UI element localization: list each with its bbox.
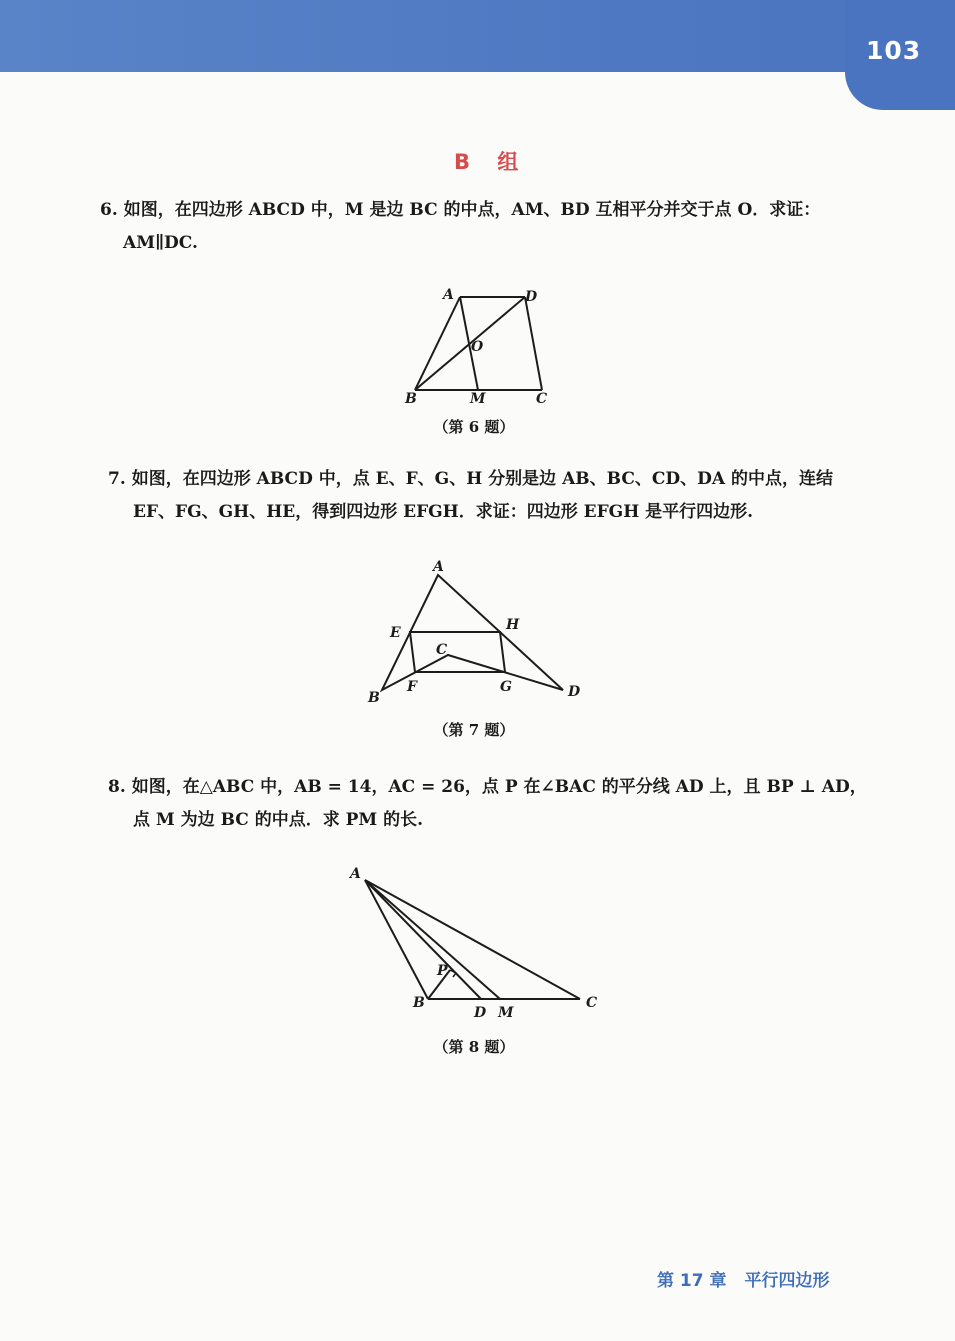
label-C: C [586, 995, 598, 1011]
label-M: M [498, 1005, 514, 1021]
problem-text-line: AM∥DC. [123, 233, 198, 253]
segment-DC [525, 297, 542, 390]
label-P: P [437, 963, 448, 979]
label-A: A [350, 866, 361, 882]
label-B: B [413, 995, 425, 1011]
problem-number: 7. [108, 469, 126, 489]
page-number: 103 [866, 36, 922, 65]
problem-text-line: 如图，在△ABC 中，AB = 14，AC = 26，点 P 在∠BAC 的平分线 AD 上，且 BP ⊥ AD， [131, 777, 867, 797]
header-band [0, 0, 955, 72]
label-A: A [443, 287, 454, 303]
problem-6 [100, 194, 820, 260]
problem-text-line: 如图，在四边形 ABCD 中，点 E、F、G、H 分别是边 AB、BC、CD、DA 的中点，连结 [131, 469, 833, 489]
problem-text-line: 点 M 为边 BC 的中点．求 PM 的长. [133, 810, 424, 830]
figure-7 [360, 555, 590, 710]
label-C: C [536, 391, 548, 407]
quadrilateral-EFGH [410, 632, 505, 672]
figure-7-caption: （第 7 题） [433, 721, 515, 739]
label-G: G [500, 679, 512, 695]
problem-text-line: 如图，在四边形 ABCD 中，M 是边 BC 的中点，AM、BD 互相平分并交于点 O．求证： [123, 200, 821, 220]
label-C: C [436, 642, 448, 658]
label-E: E [390, 625, 401, 641]
problem-7 [108, 463, 833, 529]
problem-8 [108, 771, 867, 837]
segment-AD [365, 880, 481, 999]
label-H: H [506, 617, 520, 633]
problem-text-line: EF、FG、GH、HE，得到四边形 EFGH．求证：四边形 EFGH 是平行四边形. [133, 502, 754, 522]
problem-number: 6. [100, 200, 118, 220]
figure-8-caption: （第 8 题） [433, 1038, 515, 1056]
problem-number: 8. [108, 777, 126, 797]
label-A: A [433, 559, 444, 575]
label-B: B [405, 391, 417, 407]
chapter-footer [657, 1266, 848, 1291]
chapter-number: 第 17 章 [657, 1271, 727, 1291]
segment-BD [415, 297, 525, 390]
label-M: M [470, 391, 486, 407]
figure-6 [395, 282, 565, 412]
label-B: B [368, 690, 380, 706]
segment-AM [365, 880, 500, 999]
figure-6-caption: （第 6 题） [433, 418, 515, 436]
label-F: F [407, 679, 417, 695]
chapter-title: 平行四边形 [744, 1271, 830, 1291]
segment-AB [415, 297, 460, 390]
label-D: D [568, 684, 581, 700]
label-O: O [471, 339, 484, 355]
figure-8 [340, 860, 610, 1025]
label-D: D [525, 289, 538, 305]
label-D: D [474, 1005, 487, 1021]
section-heading: B 组 [454, 150, 529, 174]
